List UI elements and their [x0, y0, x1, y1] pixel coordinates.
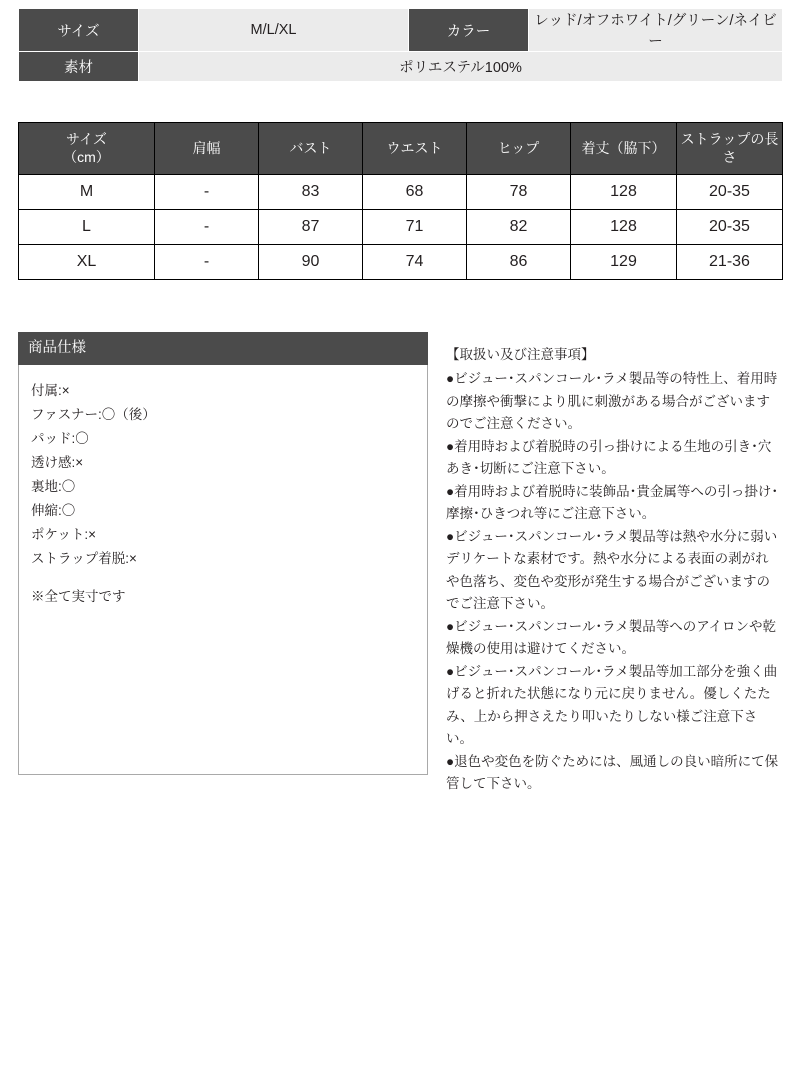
cell-length: 128 — [571, 210, 677, 245]
spec-item: 裏地:〇 — [31, 479, 76, 494]
top-spec-table — [18, 8, 783, 82]
note-item: ●着用時および着脱時に装飾品･貴金属等への引っ掛け･摩擦･ひきつれ等にご注意下さい。 — [446, 483, 779, 521]
cell-hip: 82 — [467, 210, 571, 245]
cell-strap: 20-35 — [677, 175, 783, 210]
table-row — [19, 9, 783, 52]
measurement-header-row — [19, 123, 783, 175]
header-shoulder: 肩幅 — [155, 123, 259, 175]
header-hip: ヒップ — [467, 123, 571, 175]
spec-footnote: ※全て実寸です — [31, 589, 126, 604]
bottom-section — [18, 332, 782, 796]
cell-hip: 86 — [467, 245, 571, 280]
cell-waist: 71 — [363, 210, 467, 245]
size-label-cell: サイズ — [19, 9, 139, 52]
product-spec-box — [18, 365, 428, 775]
spec-item: 付属:× — [31, 383, 70, 398]
note-item: ●ビジュー･スパンコール･ラメ製品等加工部分を強く曲げると折れた状態になり元に戻りません。優しくたたみ、上から押さえたり叩いたりしない様ご注意下さい。 — [446, 663, 778, 746]
product-spec-title: 商品仕様 — [18, 332, 428, 365]
note-item: ●ビジュー･スパンコール･ラメ製品等の特性上、着用時の摩擦や衝撃により肌に刺激がある場合がございますのでご注意ください。 — [446, 371, 778, 431]
header-size-line2: （cm） — [63, 148, 110, 165]
color-value-cell: レッド/オフホワイト/グリーン/ネイビー — [529, 9, 783, 52]
spec-item: パッド:〇 — [31, 431, 89, 446]
cell-length: 128 — [571, 175, 677, 210]
header-strap-length: ストラップの長さ — [677, 123, 783, 175]
cell-shoulder: - — [155, 210, 259, 245]
spec-item: 伸縮:〇 — [31, 503, 76, 518]
cell-size: XL — [19, 245, 155, 280]
notes-column — [446, 332, 782, 796]
table-row — [19, 245, 783, 280]
cell-bust: 90 — [259, 245, 363, 280]
spec-item: 透け感:× — [31, 455, 84, 470]
cell-waist: 74 — [363, 245, 467, 280]
note-item: ●ビジュー･スパンコール･ラメ製品等へのアイロンや乾燥機の使用は避けてください。 — [446, 618, 776, 656]
notes-title: 【取扱い及び注意事項】 — [446, 347, 595, 362]
cell-bust: 83 — [259, 175, 363, 210]
note-item: ●着用時および着脱時の引っ掛けによる生地の引き･穴あき･切断にご注意下さい。 — [446, 438, 772, 476]
spacer — [31, 571, 415, 585]
header-bust: バスト — [259, 123, 363, 175]
cell-shoulder: - — [155, 245, 259, 280]
product-spec-column — [18, 332, 428, 796]
cell-size: L — [19, 210, 155, 245]
color-label-cell: カラー — [409, 9, 529, 52]
cell-shoulder: - — [155, 175, 259, 210]
material-value-cell: ポリエステル100% — [139, 52, 783, 82]
note-item: ●ビジュー･スパンコール･ラメ製品等は熱や水分に弱いデリケートな素材です。熱や水分による表面の剥がれや色落ち、変色や変形が発生する場合がございますのでご注意下さい。 — [446, 528, 778, 611]
header-waist: ウエスト — [363, 123, 467, 175]
header-length: 着丈（脇下） — [571, 123, 677, 175]
cell-hip: 78 — [467, 175, 571, 210]
spec-item: ポケット:× — [31, 527, 96, 542]
measurement-table — [18, 122, 783, 280]
cell-length: 129 — [571, 245, 677, 280]
table-row — [19, 52, 783, 82]
note-item: ●退色や変色を防ぐためには、風通しの良い暗所にて保管して下さい。 — [446, 753, 779, 791]
table-row — [19, 175, 783, 210]
cell-waist: 68 — [363, 175, 467, 210]
spec-item: ストラップ着脱:× — [31, 551, 137, 566]
spec-item: ファスナー:〇（後） — [31, 407, 156, 422]
cell-strap: 21-36 — [677, 245, 783, 280]
notes-list — [446, 368, 782, 796]
material-label-cell: 素材 — [19, 52, 139, 82]
cell-bust: 87 — [259, 210, 363, 245]
size-value-cell: M/L/XL — [139, 9, 409, 52]
cell-size: M — [19, 175, 155, 210]
table-row — [19, 210, 783, 245]
header-size-line1: サイズ — [66, 131, 107, 147]
cell-strap: 20-35 — [677, 210, 783, 245]
header-size — [19, 123, 155, 175]
